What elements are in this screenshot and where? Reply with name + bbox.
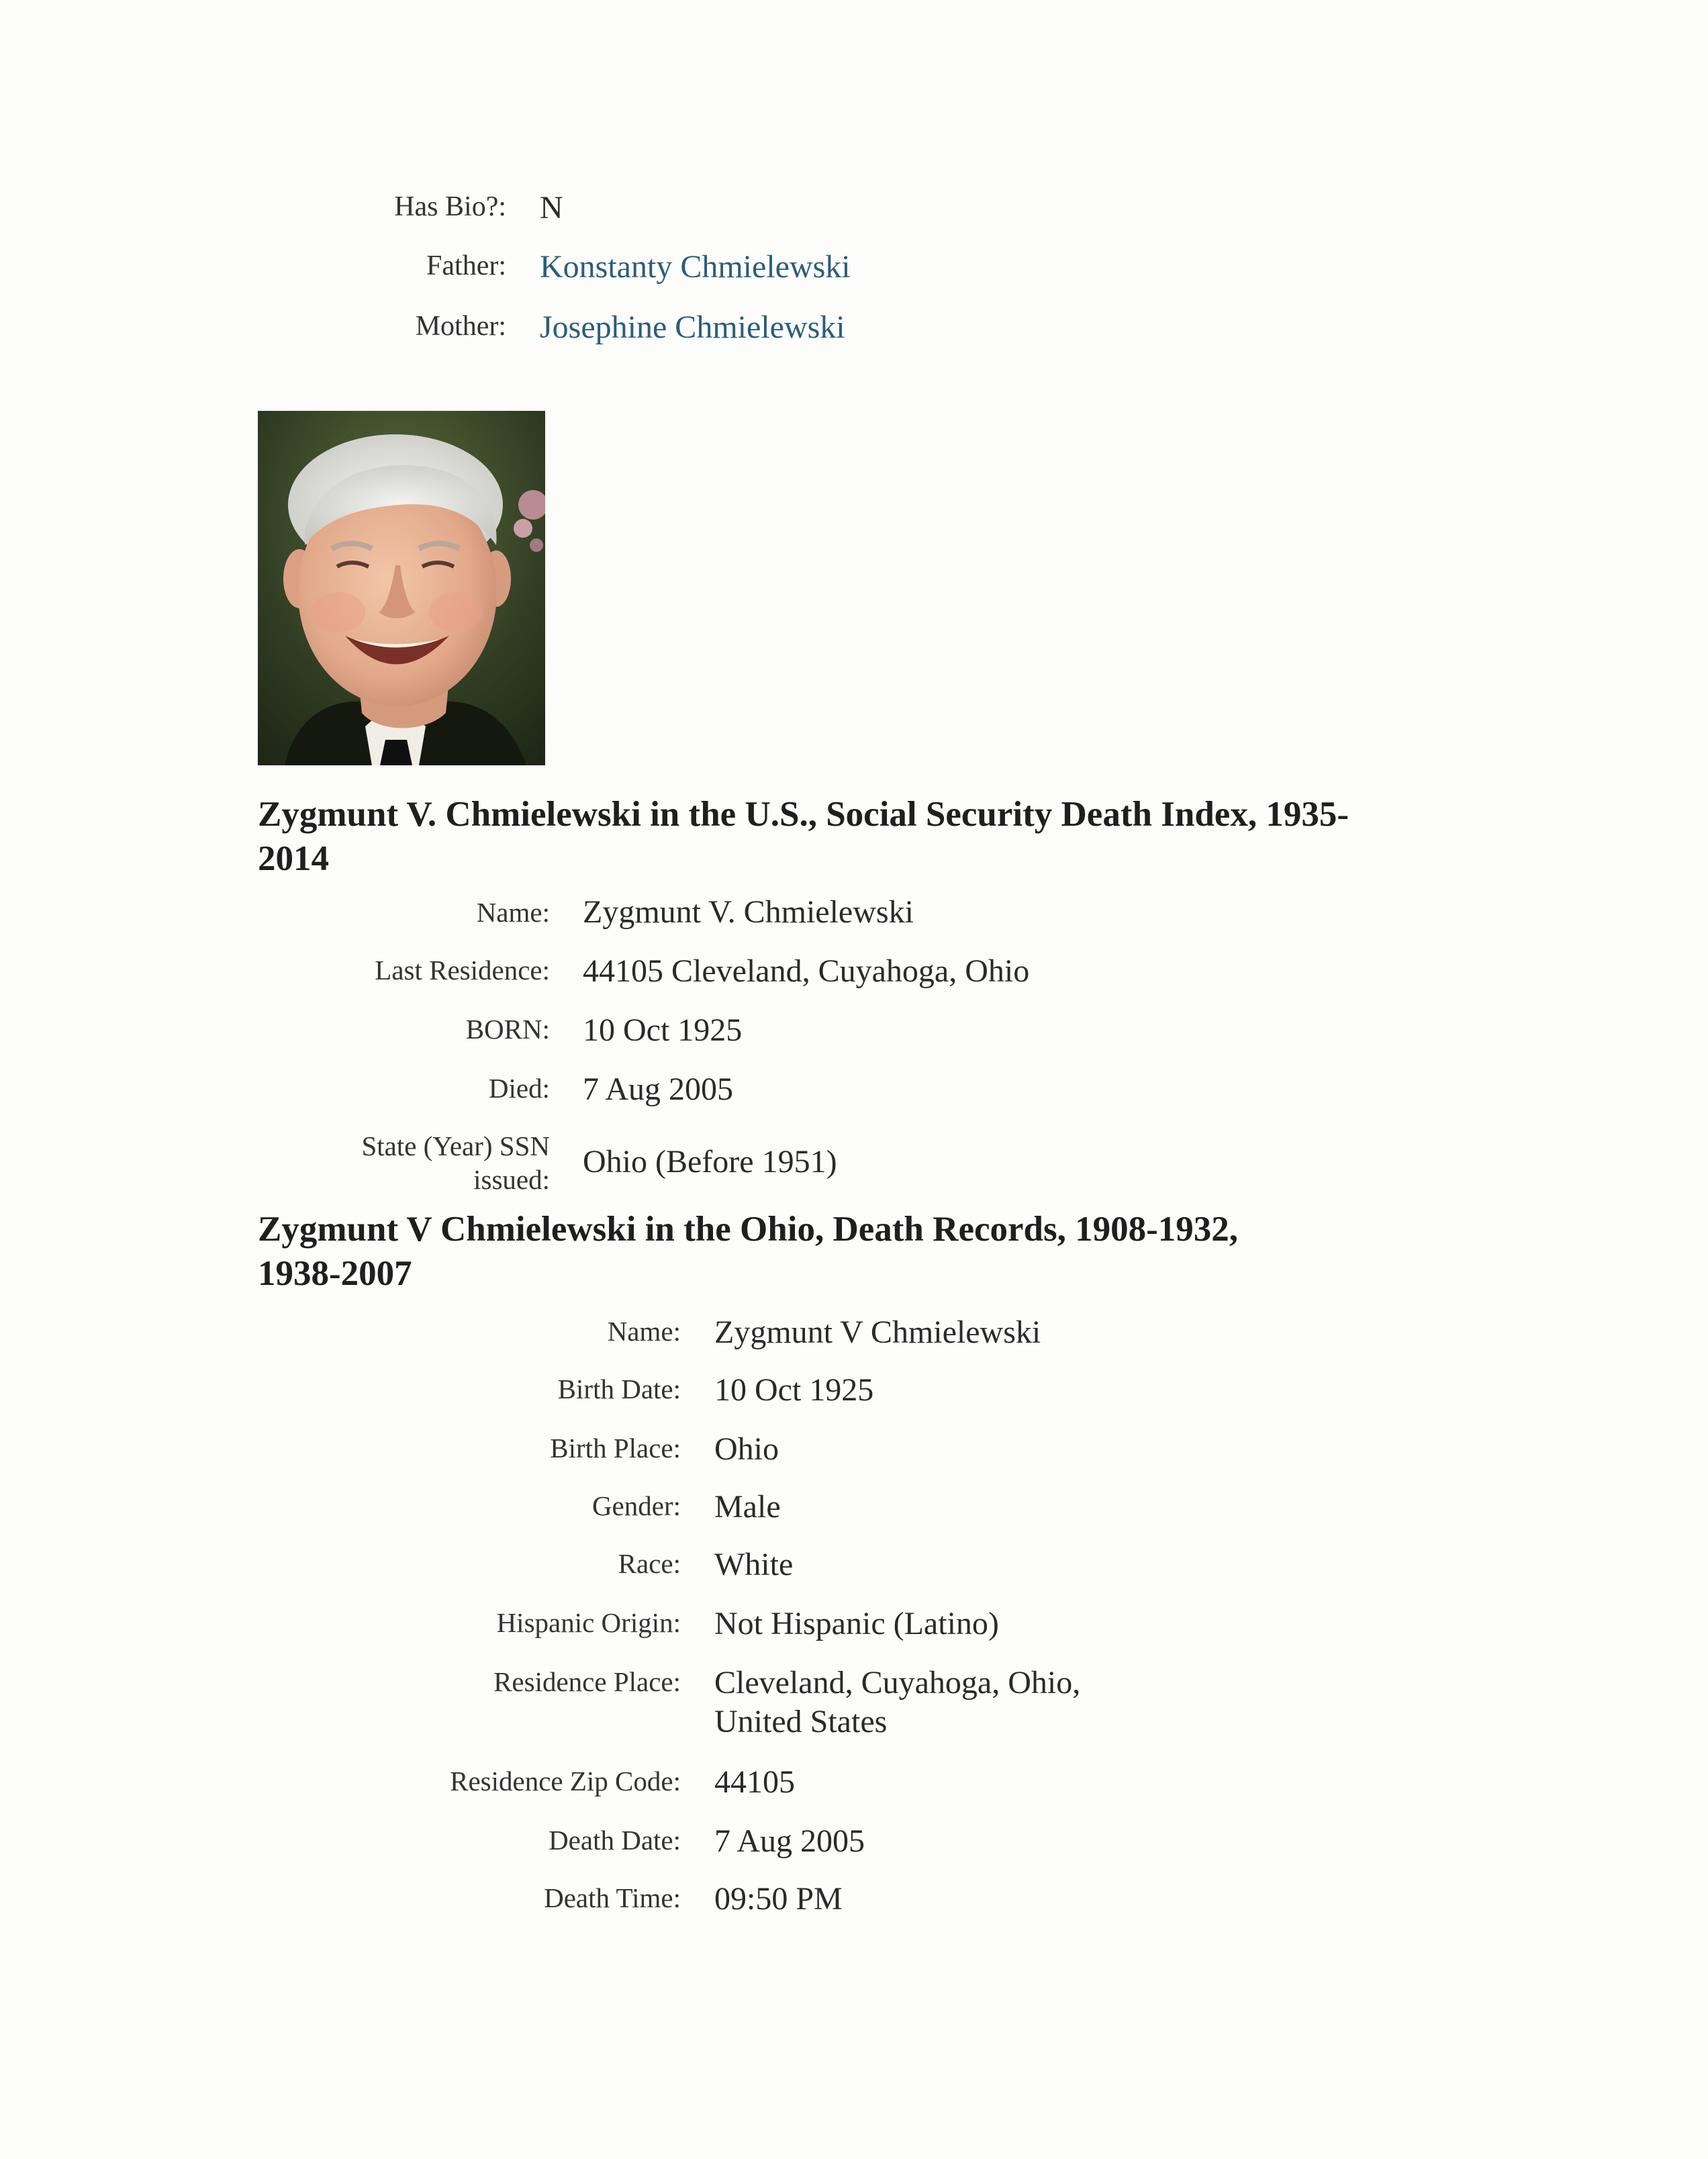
ohio-hispanic-label: Hispanic Origin: <box>496 1607 681 1638</box>
mother-label: Mother: <box>415 311 506 342</box>
ssdi-born-value: 10 Oct 1925 <box>583 1012 743 1048</box>
ohio-residence-place-value <box>714 1664 1080 1741</box>
ssdi-name-value: Zygmunt V. Chmielewski <box>583 894 914 930</box>
has-bio-row <box>0 191 1708 244</box>
ohio-birth-date-label: Birth Date: <box>557 1374 681 1404</box>
ssdi-residence-value: 44105 Cleveland, Cuyahoga, Ohio <box>583 953 1030 989</box>
ssdi-born-label: BORN: <box>465 1014 550 1045</box>
mother-row <box>0 310 1708 364</box>
has-bio-value: N <box>540 190 563 226</box>
ssdi-section-title <box>258 792 1533 881</box>
father-label: Father: <box>426 250 506 281</box>
ohio-residence-place-line1: Cleveland, Cuyahoga, Ohio, <box>714 1665 1081 1700</box>
ohio-hispanic-value: Not Hispanic (Latino) <box>714 1606 999 1641</box>
ohio-death-time-label: Death Time: <box>544 1882 681 1913</box>
ssdi-ssn-label-line2: issued: <box>473 1164 550 1195</box>
ohio-section-title <box>258 1207 1533 1296</box>
mother-link[interactable]: Josephine Chmielewski <box>540 309 845 345</box>
ohio-residence-place-line2: United States <box>714 1704 888 1739</box>
ohio-birth-date-value: 10 Oct 1925 <box>714 1372 874 1408</box>
ssdi-ssn-state-label <box>361 1129 550 1196</box>
father-link[interactable]: Konstanty Chmielewski <box>540 249 851 285</box>
ohio-birth-place-value: Ohio <box>714 1431 779 1467</box>
ssdi-name-label: Name: <box>476 897 550 928</box>
ohio-residence-place-label: Residence Place: <box>493 1666 681 1697</box>
ohio-race-value: White <box>714 1547 794 1582</box>
ohio-gender-value: Male <box>714 1489 781 1525</box>
ssdi-residence-label: Last Residence: <box>375 955 550 986</box>
ssdi-title-line1: Zygmunt V. Chmielewski in the U.S., Social Security Death Index, 1935- <box>258 795 1349 834</box>
ssdi-died-label: Died: <box>488 1073 550 1104</box>
has-bio-label: Has Bio?: <box>394 191 506 222</box>
ohio-gender-label: Gender: <box>591 1490 681 1521</box>
ohio-death-date-label: Death Date: <box>549 1825 681 1856</box>
ohio-name-value: Zygmunt V Chmielewski <box>714 1314 1041 1350</box>
ssdi-ssn-state-value: Ohio (Before 1951) <box>583 1144 837 1180</box>
ohio-race-label: Race: <box>618 1548 681 1579</box>
ohio-zip-label: Residence Zip Code: <box>450 1766 681 1796</box>
father-row <box>0 250 1708 303</box>
ohio-title-line2: 1938-2007 <box>258 1254 412 1293</box>
ohio-name-label: Name: <box>607 1316 681 1347</box>
ohio-zip-value: 44105 <box>714 1764 795 1800</box>
ssdi-ssn-label-line1: State (Year) SSN <box>361 1131 550 1161</box>
ohio-title-line1: Zygmunt V Chmielewski in the Ohio, Death Records, 1908-1932, <box>258 1210 1239 1249</box>
ohio-death-time-value: 09:50 PM <box>714 1881 843 1917</box>
ssdi-died-value: 7 Aug 2005 <box>583 1071 734 1107</box>
ohio-death-date-value: 7 Aug 2005 <box>714 1823 865 1859</box>
portrait-photo <box>258 411 545 765</box>
ssdi-title-line2: 2014 <box>258 839 329 878</box>
ohio-birth-place-label: Birth Place: <box>550 1433 681 1464</box>
